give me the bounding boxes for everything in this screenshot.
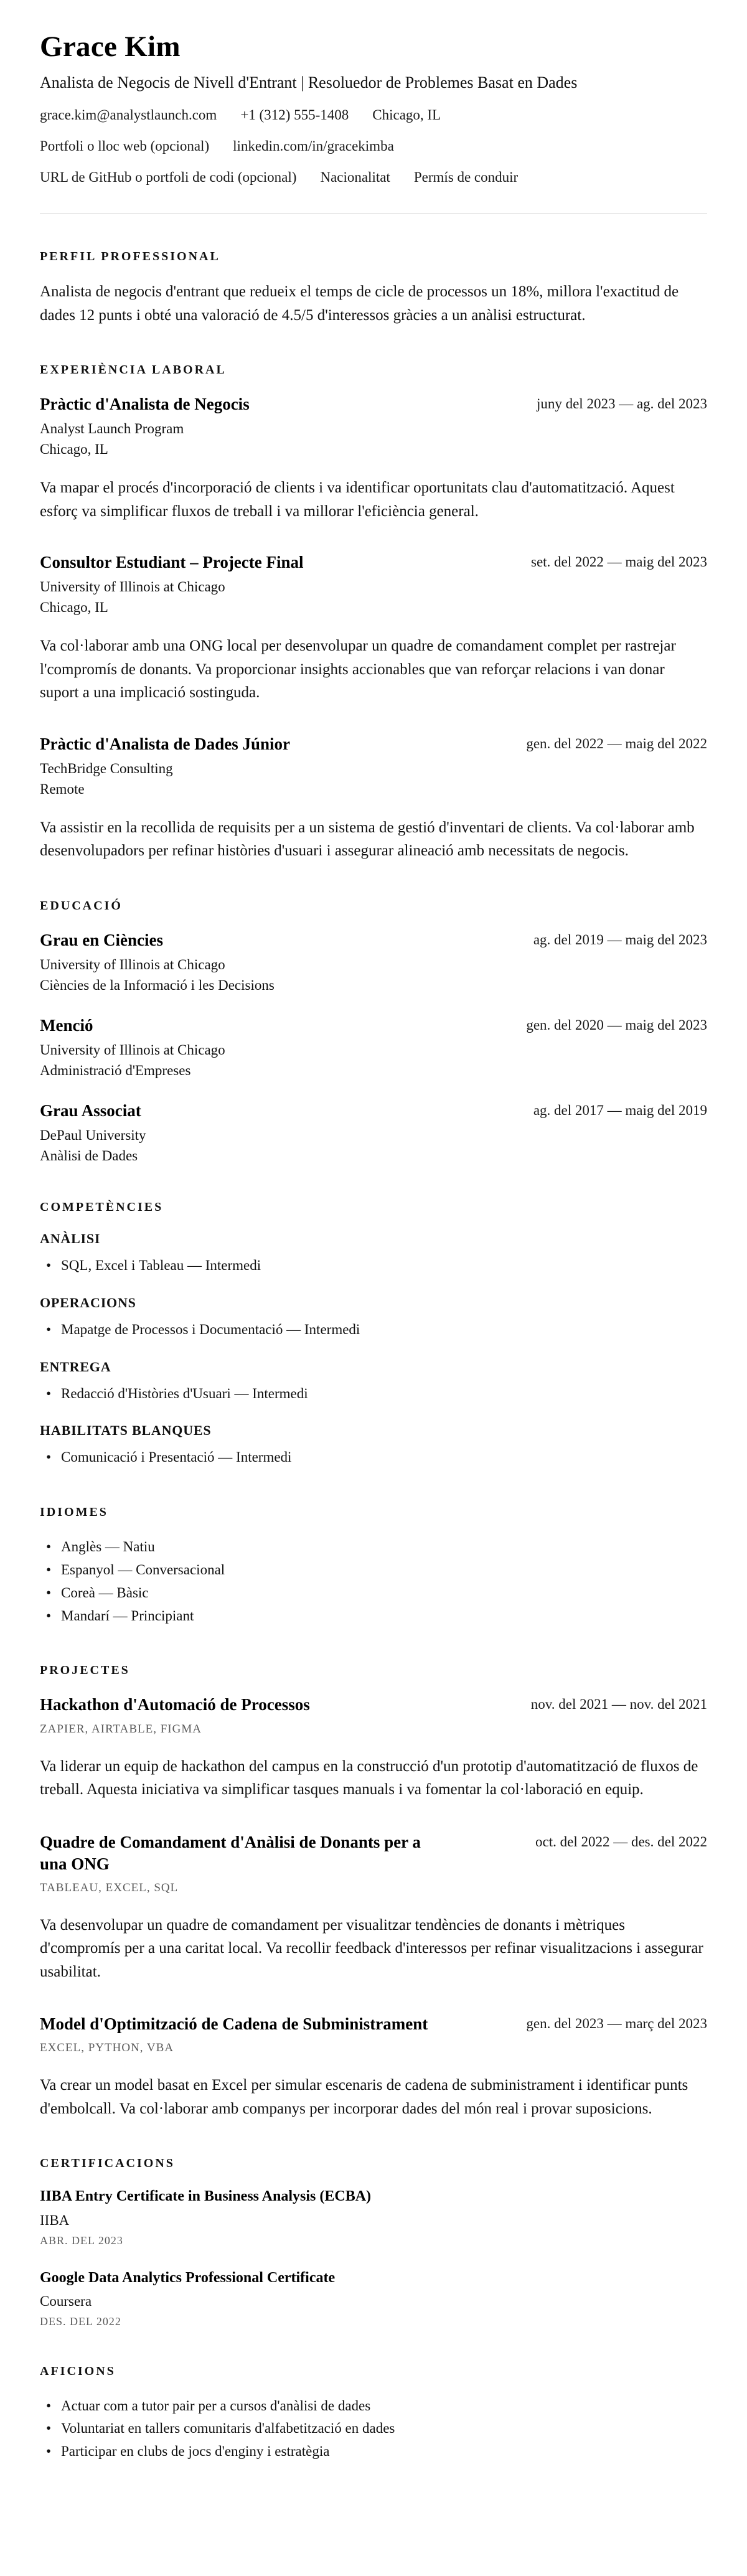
entry-date: gen. del 2022 — maig del 2022 <box>526 735 707 751</box>
entry-description: Va assistir en la recollida de requisits per a un sistema de gestió d'inventari de clients. Va col·laborar amb desenvolupadors per refinar històries d'usuari i assegurar alineació amb necessitats de negocis. <box>40 819 695 860</box>
entry-description: Va liderar un equip de hackathon del campus en la construcció d'un prototip d'automatització de fluxos de treball. Aquesta iniciativa va simplificar tasques manuals i va fomentar la col·laboració en equip. <box>40 1757 698 1798</box>
skill-group <box>40 1295 707 1342</box>
skill-group-name: HABILITATS BLANQUES <box>40 1422 212 1439</box>
entry-description: Va col·laborar amb una ONG local per desenvolupar un quadre de comandament complet per rastrejar l'compromís de donants. Va proporcionar insights accionables que van reforçar relacions i van donar suport a una implicació sostinguda. <box>40 637 676 702</box>
certification-title: Google Data Analytics Professional Certificate <box>40 2269 336 2286</box>
entry-title: Consultor Estudiant – Projecte Final <box>40 553 304 572</box>
entry-head <box>40 1100 707 1122</box>
language-item: • Coreà — Bàsic <box>40 1582 707 1605</box>
section-experience <box>40 363 707 863</box>
entry-date: juny del 2023 — ag. del 2023 <box>536 396 707 411</box>
entry-date: nov. del 2021 — nov. del 2021 <box>530 1696 707 1713</box>
skill-group-name: ANÀLISI <box>40 1231 101 1247</box>
language-item: • Espanyol — Conversacional <box>40 1559 707 1582</box>
skill-group-name: ENTREGA <box>40 1358 111 1375</box>
entry-description: Va crear un model basat en Excel per simular escenaris de cadena de subministrament i identificar punts d'embolcall. Va col·laborar amb companys per incorporar dades del món real i provar suposicions. <box>40 2077 688 2117</box>
certification-date: DES. DEL 2022 <box>40 2315 121 2328</box>
skill-item: • Redacció d'Històries d'Usuari — Intermedi <box>40 1383 707 1406</box>
section-heading-profile: PERFIL PROFESSIONAL <box>40 250 220 263</box>
entry-title: Grau en Ciències <box>40 930 163 949</box>
entry-description: Va desenvolupar un quadre de comandament per visualitzar tendències de donants i mètriques d'compromís per a una caritat local. Va recollir feedback d'interessos per refinar visualitzacions i assegurar usabilitat. <box>40 1916 703 1980</box>
project-entry <box>40 2013 707 2120</box>
entry-title: Menció <box>40 1015 93 1035</box>
entry-date: gen. del 2023 — març del 2023 <box>526 2016 707 2032</box>
skill-group <box>40 1422 707 1469</box>
entry-organization: University of Illinois at Chicago <box>40 579 225 595</box>
entry-date: gen. del 2020 — maig del 2023 <box>526 1017 707 1033</box>
education-entry <box>40 1015 707 1079</box>
language-list <box>40 1536 707 1627</box>
skill-item: • SQL, Excel i Tableau — Intermedi <box>40 1254 707 1277</box>
entry-organization: Analyst Launch Program <box>40 421 184 437</box>
entry-institution: University of Illinois at Chicago <box>40 956 225 972</box>
entry-head <box>40 929 707 951</box>
entry-field-of-study: Administració d'Empreses <box>40 1062 191 1078</box>
entry-institution: University of Illinois at Chicago <box>40 1041 225 1058</box>
profile-summary: Analista de negocis d'entrant que redueix el temps de cicle de processos un 18%, millora l'exactitud de dades 12 punts i obté una valoració de 4.5/5 d'interessos gràcies a un anàlisi estructurat. <box>40 283 679 324</box>
section-heading-experience: EXPERIÈNCIA LABORAL <box>40 363 227 377</box>
education-entry <box>40 1100 707 1164</box>
skill-list <box>40 1383 707 1406</box>
entry-title: Quadre de Comandament d'Anàlisi de Donants per a una ONG <box>40 1832 421 1873</box>
entry-title: Model d'Optimització de Cadena de Subministrament <box>40 2014 428 2034</box>
entry-head <box>40 2013 707 2035</box>
project-entry <box>40 1694 707 1801</box>
entry-head <box>40 1694 707 1716</box>
section-heading-skills: COMPETÈNCIES <box>40 1200 164 1215</box>
skill-list <box>40 1254 707 1277</box>
section-hobbies <box>40 2364 707 2463</box>
contact-location: Chicago, IL <box>372 107 441 123</box>
contact-row-primary <box>40 107 707 123</box>
education-entry <box>40 929 707 994</box>
certification-entry <box>40 2187 707 2247</box>
entry-description: Va mapar el procés d'incorporació de clients i va identificar oportunitats clau d'automatització. Aquest esforç va simplificar fluxos de treball i va millorar l'eficiència general. <box>40 479 675 520</box>
section-heading-projects: PROJECTES <box>40 1663 130 1678</box>
certification-entry <box>40 2268 707 2328</box>
skill-group-name: OPERACIONS <box>40 1294 136 1310</box>
skill-list <box>40 1319 707 1342</box>
entry-field-of-study: Ciències de la Informació i les Decisions <box>40 977 275 993</box>
contact-row-secondary <box>40 138 707 154</box>
contact-github-placeholder: URL de GitHub o portfoli de codi (opcional) <box>40 169 297 185</box>
contact-row-tertiary <box>40 169 707 186</box>
certification-date: ABR. DEL 2023 <box>40 2234 123 2247</box>
entry-date: ag. del 2017 — maig del 2019 <box>533 1102 707 1118</box>
entry-title: Pràctic d'Analista de Dades Júnior <box>40 734 290 753</box>
hobby-list <box>40 2395 707 2463</box>
entry-head <box>40 733 707 755</box>
certification-issuer: Coursera <box>40 2293 92 2309</box>
entry-location: Remote <box>40 781 85 797</box>
section-heading-certifications: CERTIFICACIONS <box>40 2156 175 2171</box>
section-education <box>40 899 707 1164</box>
contact-linkedin: linkedin.com/in/gracekimba <box>233 138 394 154</box>
language-item: • Anglès — Natiu <box>40 1536 707 1559</box>
section-languages <box>40 1505 707 1627</box>
candidate-name: Grace Kim <box>40 31 181 63</box>
entry-head <box>40 552 707 573</box>
hobby-item: • Participar en clubs de jocs d'enginy i estratègia <box>40 2440 707 2463</box>
entry-date: ag. del 2019 — maig del 2023 <box>533 931 707 947</box>
entry-date: set. del 2022 — maig del 2023 <box>531 554 707 570</box>
entry-head <box>40 1015 707 1037</box>
entry-location: Chicago, IL <box>40 599 108 616</box>
section-heading-education: EDUCACIÓ <box>40 898 123 913</box>
skill-item: • Comunicació i Presentació — Intermedi <box>40 1446 707 1469</box>
hobby-item: • Actuar com a tutor pair per a cursos d'anàlisi de dades <box>40 2395 707 2418</box>
section-heading-hobbies: AFICIONS <box>40 2364 116 2378</box>
skill-group <box>40 1231 707 1277</box>
skill-list <box>40 1446 707 1469</box>
entry-head <box>40 1831 707 1875</box>
contact-nationality-placeholder: Nacionalitat <box>320 169 390 185</box>
candidate-headline: Analista de Negocis de Nivell d'Entrant | Resoluedor de Problemes Basat en Dades <box>40 73 578 92</box>
experience-entry <box>40 393 707 523</box>
section-certifications <box>40 2156 707 2328</box>
entry-date: oct. del 2022 — des. del 2022 <box>535 1833 707 1850</box>
entry-field-of-study: Anàlisi de Dades <box>40 1148 138 1164</box>
certification-title: IIBA Entry Certificate in Business Analysis (ECBA) <box>40 2188 372 2205</box>
skill-item: • Mapatge de Processos i Documentació — Intermedi <box>40 1319 707 1342</box>
entry-organization: TechBridge Consulting <box>40 760 173 776</box>
entry-title: Pràctic d'Analista de Negocis <box>40 395 250 413</box>
contact-phone: +1 (312) 555-1408 <box>240 107 349 123</box>
project-entry <box>40 1831 707 1984</box>
entry-title: Hackathon d'Automació de Processos <box>40 1695 310 1714</box>
certification-issuer: IIBA <box>40 2212 70 2228</box>
entry-institution: DePaul University <box>40 1127 146 1144</box>
hobby-item: • Voluntariat en tallers comunitaris d'alfabetització en dades <box>40 2417 707 2440</box>
contact-email: grace.kim@analystlaunch.com <box>40 107 217 123</box>
language-item: • Mandarí — Principiant <box>40 1605 707 1628</box>
project-tech-stack: TABLEAU, EXCEL, SQL <box>40 1881 179 1894</box>
entry-title: Grau Associat <box>40 1101 141 1120</box>
section-projects <box>40 1663 707 2120</box>
entry-head <box>40 393 707 415</box>
experience-entry <box>40 552 707 705</box>
project-tech-stack: ZAPIER, AIRTABLE, FIGMA <box>40 1722 202 1736</box>
header-divider <box>40 213 707 214</box>
project-tech-stack: EXCEL, PYTHON, VBA <box>40 2041 174 2055</box>
resume-header <box>40 30 707 186</box>
section-profile <box>40 250 707 327</box>
section-heading-languages: IDIOMES <box>40 1505 108 1520</box>
contact-portfolio-placeholder: Portfoli o lloc web (opcional) <box>40 138 210 154</box>
section-skills <box>40 1200 707 1469</box>
contact-driving-license-placeholder: Permís de conduir <box>413 169 519 185</box>
entry-location: Chicago, IL <box>40 441 108 458</box>
experience-entry <box>40 733 707 863</box>
skill-group <box>40 1359 707 1406</box>
